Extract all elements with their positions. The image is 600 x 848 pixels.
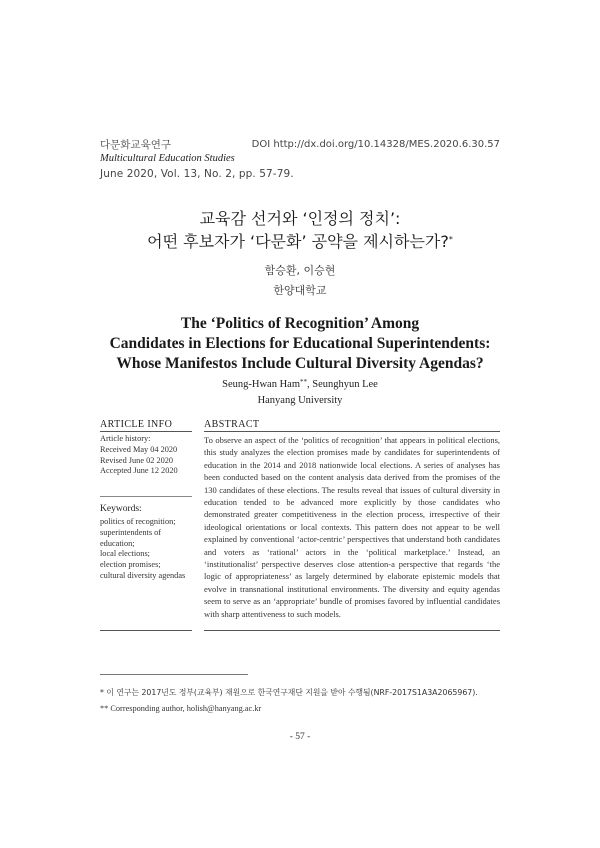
title-korean-line2-text: 어떤 후보자가 ‘다문화’ 공약을 제시하는가? [147, 232, 449, 251]
abstract-text: To observe an aspect of the ‘politics of recognition’ that appears in political elections, this study analyzes the election promises made by candidates for superintendents of education in the 2014 and 2018 nationwide local elections. A series of analyses has been conducted based on the content analysis data derived from the promises of the 130 candidates of these elections. The results reveal that issues of cultural diversity in education tended to be advanced more explicitly by those candidates who demonstrated greater competitiveness in the election process, irrespective of their ideological orientations or local contexts. This pattern does not appear to be well explained by conventional ‘actor-centric’ perspectives that understand both candidates and voters as ‘rational’ actors in the ‘political marketplace.’ Instead, an ‘institutionalist’ perspective deserves close attention-a perspective that regards ‘the logic of appropriateness’ as largely determined by elaborate epistemic models that evolve in transnational institutional environments. The diversity and equity agendas seem to serve as an ‘appropriate’ bundle of promises favored by influential candidates with sharp attentiveness to such models. [204, 435, 500, 619]
article-info-rule [100, 431, 192, 432]
journal-title-english: Multicultural Education Studies [100, 153, 235, 164]
title-english-line1: The ‘Politics of Recognition’ Among [180, 315, 420, 332]
title-english-line3: Whose Manifestos Include Cultural Diversity Agendas? [116, 355, 484, 372]
corresponding-mark: ** [299, 378, 307, 386]
abstract-rule [204, 431, 500, 432]
received-date: Received May 04 2020 [100, 444, 178, 454]
authors-english [0, 378, 600, 392]
abstract-heading: ABSTRACT [204, 419, 260, 430]
keyword-item: education; [100, 538, 135, 548]
article-info-heading: ARTICLE INFO [100, 419, 173, 430]
title-footnote-mark: * [448, 235, 453, 244]
authors-korean: 함승환, 이승현 [264, 264, 336, 277]
journal-title-korean: 다문화교육연구 [100, 139, 172, 151]
history-label: Article history: [100, 434, 151, 443]
title-korean-line2 [0, 231, 600, 253]
footnote-funding: * 이 연구는 2017년도 정부(교육부) 재원으로 한국연구재단 지원을 받아 수행됨(NRF-2017S1A3A2065967). [100, 688, 478, 697]
page-number: - 57 - [289, 732, 311, 742]
doi-link[interactable]: DOI http://dx.doi.org/10.14328/MES.2020.6.30.57 [251, 139, 500, 150]
keywords-rule [100, 496, 192, 497]
journal-issue: June 2020, Vol. 13, No. 2, pp. 57-79. [100, 168, 294, 180]
keyword-item: local elections; [100, 549, 150, 559]
article-history [100, 434, 192, 477]
author2-name: , Seunghyun Lee [306, 379, 378, 390]
keyword-item: superintendents of [100, 527, 162, 537]
article-info-bottom-rule [100, 630, 192, 631]
keywords-list [100, 517, 192, 582]
abstract-bottom-rule [204, 630, 500, 631]
affiliation-english: Hanyang University [257, 395, 343, 406]
title-english-line2: Candidates in Elections for Educational Superintendents: [109, 335, 491, 352]
affiliation-korean: 한양대학교 [273, 284, 327, 297]
keyword-item: cultural diversity agendas [100, 570, 186, 580]
keyword-item: politics of recognition; [100, 517, 176, 526]
accepted-date: Accepted June 12 2020 [100, 466, 178, 476]
keywords-heading: Keywords: [100, 504, 142, 514]
footnote-rule [100, 674, 248, 675]
keyword-item: election promises; [100, 560, 161, 570]
revised-date: Revised June 02 2020 [100, 455, 174, 465]
author1-name: Seung-Hwan Ham [222, 379, 300, 390]
footnote-corresponding: ** Corresponding author, holish@hanyang.ac.kr [100, 704, 262, 713]
title-korean-line1: 교육감 선거와 ‘인정의 정치’: [199, 209, 401, 228]
